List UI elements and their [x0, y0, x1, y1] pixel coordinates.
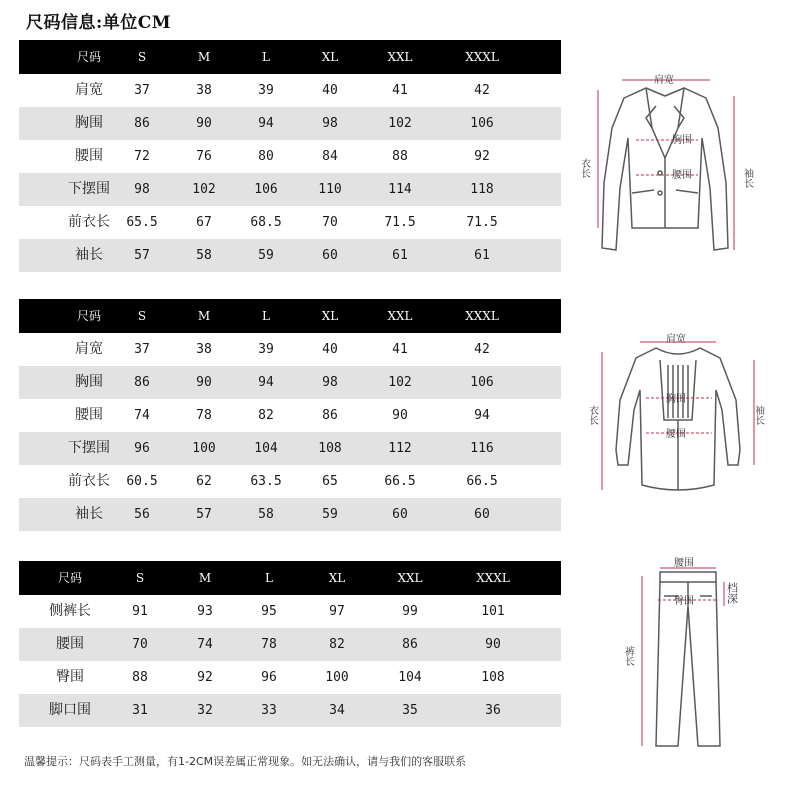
- size-table-pants: [19, 561, 561, 727]
- table-cell: 99: [402, 604, 418, 619]
- page-title: 尺码信息:单位CM: [26, 13, 172, 33]
- row-label: 腰围: [75, 148, 103, 164]
- row-label: 前衣长: [68, 214, 110, 230]
- pants-label-rise: 档深: [725, 582, 739, 604]
- table-cell: 37: [134, 83, 150, 98]
- table-cell: 96: [134, 441, 150, 456]
- table-cell: 102: [192, 182, 216, 197]
- table-cell: 116: [470, 441, 494, 456]
- header-size-xxxl: XXXL: [465, 309, 499, 323]
- row-label: 袖长: [75, 247, 103, 263]
- header-size-s: S: [135, 571, 145, 585]
- table-row: [19, 498, 561, 531]
- table-cell: 90: [196, 116, 212, 131]
- table-cell: 70: [322, 215, 338, 230]
- table-row: [19, 140, 561, 173]
- row-label: 袖长: [75, 506, 103, 522]
- table-cell: 94: [474, 408, 490, 423]
- table-row: [19, 74, 561, 107]
- header-size-l: L: [265, 571, 273, 585]
- table-cell: 112: [388, 441, 412, 456]
- blouse-icon: [616, 348, 740, 490]
- table-cell: 84: [322, 149, 338, 164]
- table-cell: 100: [192, 441, 216, 456]
- row-label: 下摆围: [68, 440, 110, 456]
- table-cell: 65.5: [126, 215, 158, 230]
- table-cell: 94: [258, 116, 274, 131]
- table-cell: 94: [258, 375, 274, 390]
- blouse-label-shoulder: 肩宽: [666, 334, 686, 345]
- table-cell: 42: [474, 83, 490, 98]
- table-cell: 106: [470, 375, 494, 390]
- table-cell: 90: [392, 408, 408, 423]
- table-cell: 35: [402, 703, 418, 718]
- row-label: 胸围: [75, 115, 103, 131]
- blouse-diagram: [588, 330, 778, 500]
- table-cell: 98: [322, 375, 338, 390]
- header-size-l: L: [262, 309, 270, 323]
- table-row: [19, 107, 561, 140]
- header-size-label: 尺码: [76, 50, 102, 64]
- table-cell: 60: [392, 507, 408, 522]
- header-size-l: L: [262, 50, 270, 64]
- table-cell: 40: [322, 83, 338, 98]
- table-cell: 97: [329, 604, 345, 619]
- table-cell: 96: [261, 670, 277, 685]
- header-size-s: S: [137, 50, 147, 64]
- table-cell: 68.5: [250, 215, 282, 230]
- table-cell: 32: [197, 703, 213, 718]
- table-cell: 60: [474, 507, 490, 522]
- table-cell: 34: [329, 703, 345, 718]
- table-cell: 78: [196, 408, 212, 423]
- table-cell: 40: [322, 342, 338, 357]
- table-row: [19, 628, 561, 661]
- table-cell: 39: [258, 83, 274, 98]
- table-row: [19, 399, 561, 432]
- table-cell: 57: [134, 248, 150, 263]
- table-row: [19, 173, 561, 206]
- table-cell: 33: [261, 703, 277, 718]
- header-size-m: M: [197, 50, 211, 64]
- table-cell: 92: [197, 670, 213, 685]
- table-cell: 72: [134, 149, 150, 164]
- table-cell: 101: [481, 604, 505, 619]
- table-cell: 90: [485, 637, 501, 652]
- table-cell: 56: [134, 507, 150, 522]
- table-cell: 98: [134, 182, 150, 197]
- jacket-label-length: 衣长: [578, 158, 590, 178]
- table-cell: 67: [196, 215, 212, 230]
- row-label: 下摆围: [68, 181, 110, 197]
- table-cell: 38: [196, 342, 212, 357]
- table-cell: 66.5: [466, 474, 498, 489]
- header-size-xxl: XXL: [397, 571, 423, 585]
- table-cell: 58: [258, 507, 274, 522]
- jacket-label-waist: 腰围: [672, 170, 692, 181]
- table-cell: 86: [134, 375, 150, 390]
- blouse-label-chest: 胸围: [666, 394, 686, 405]
- table-cell: 38: [196, 83, 212, 98]
- blouse-label-waist: 腰围: [666, 429, 686, 440]
- header-size-xl: XL: [328, 571, 346, 585]
- header-size-label: 尺码: [76, 309, 102, 323]
- jacket-label-sleeve: 袖长: [741, 168, 753, 188]
- table-row: [19, 206, 561, 239]
- table-cell: 104: [398, 670, 422, 685]
- table-cell: 61: [474, 248, 490, 263]
- table-cell: 110: [318, 182, 342, 197]
- header-size-m: M: [198, 571, 212, 585]
- table-cell: 61: [392, 248, 408, 263]
- blouse-label-sleeve: 袖长: [752, 405, 764, 425]
- table-cell: 91: [132, 604, 148, 619]
- table-cell: 90: [196, 375, 212, 390]
- row-label: 胸围: [75, 374, 103, 390]
- table-header: [19, 561, 561, 595]
- table-cell: 74: [134, 408, 150, 423]
- table-cell: 102: [388, 116, 412, 131]
- table-cell: 102: [388, 375, 412, 390]
- table-cell: 31: [132, 703, 148, 718]
- table-cell: 78: [261, 637, 277, 652]
- table-cell: 42: [474, 342, 490, 357]
- size-table-jacket: [19, 40, 561, 272]
- table-header: [19, 299, 561, 333]
- jacket-label-chest: 胸围: [672, 135, 692, 146]
- table-cell: 71.5: [466, 215, 498, 230]
- header-size-xxxl: XXXL: [476, 571, 510, 585]
- table-cell: 41: [392, 342, 408, 357]
- table-cell: 70: [132, 637, 148, 652]
- table-cell: 92: [474, 149, 490, 164]
- row-label: 肩宽: [75, 341, 103, 357]
- table-cell: 118: [470, 182, 494, 197]
- table-row: [19, 366, 561, 399]
- table-cell: 106: [254, 182, 278, 197]
- table-cell: 82: [258, 408, 274, 423]
- table-cell: 86: [134, 116, 150, 131]
- blouse-label-length: 衣长: [586, 405, 598, 425]
- table-cell: 59: [258, 248, 274, 263]
- table-cell: 82: [329, 637, 345, 652]
- table-cell: 59: [322, 507, 338, 522]
- jacket-icon: [602, 88, 728, 250]
- table-cell: 114: [388, 182, 412, 197]
- row-label: 腰围: [56, 636, 84, 652]
- table-row: [19, 239, 561, 272]
- table-cell: 80: [258, 149, 274, 164]
- header-size-xl: XL: [321, 309, 339, 323]
- table-cell: 58: [196, 248, 212, 263]
- table-cell: 76: [196, 149, 212, 164]
- header-size-s: S: [137, 309, 147, 323]
- table-cell: 104: [254, 441, 278, 456]
- table-cell: 65: [322, 474, 338, 489]
- pants-diagram: [620, 556, 770, 752]
- row-label: 脚口围: [49, 702, 91, 718]
- table-cell: 98: [322, 116, 338, 131]
- table-cell: 60: [322, 248, 338, 263]
- header-size-xxxl: XXXL: [465, 50, 499, 64]
- pants-label-length: 裤长: [622, 646, 634, 666]
- table-cell: 93: [197, 604, 213, 619]
- table-cell: 66.5: [384, 474, 416, 489]
- table-cell: 60.5: [126, 474, 158, 489]
- row-label: 腰围: [75, 407, 103, 423]
- table-cell: 108: [318, 441, 342, 456]
- table-row: [19, 465, 561, 498]
- table-row: [19, 595, 561, 628]
- jacket-diagram: [576, 68, 766, 264]
- table-cell: 57: [196, 507, 212, 522]
- table-cell: 86: [402, 637, 418, 652]
- size-table-blouse: [19, 299, 561, 531]
- table-cell: 106: [470, 116, 494, 131]
- table-cell: 37: [134, 342, 150, 357]
- pants-label-hip: 臀围: [674, 596, 694, 607]
- table-cell: 74: [197, 637, 213, 652]
- table-cell: 86: [322, 408, 338, 423]
- table-row: [19, 694, 561, 727]
- footer-note: 温馨提示：尺码表手工测量，有1-2CM误差属正常现象。如无法确认，请与我们的客服联系: [24, 755, 467, 768]
- table-row: [19, 333, 561, 366]
- table-cell: 36: [485, 703, 501, 718]
- table-cell: 71.5: [384, 215, 416, 230]
- table-cell: 62: [196, 474, 212, 489]
- row-label: 臀围: [56, 669, 84, 685]
- table-cell: 100: [325, 670, 349, 685]
- header-size-xl: XL: [321, 50, 339, 64]
- pants-label-waist: 腰围: [674, 558, 694, 569]
- table-cell: 39: [258, 342, 274, 357]
- header-size-xxl: XXL: [387, 309, 413, 323]
- table-cell: 63.5: [250, 474, 282, 489]
- header-size-label: 尺码: [57, 571, 83, 585]
- table-cell: 41: [392, 83, 408, 98]
- table-cell: 88: [392, 149, 408, 164]
- table-row: [19, 432, 561, 465]
- row-label: 侧裤长: [49, 603, 91, 619]
- header-size-xxl: XXL: [387, 50, 413, 64]
- table-cell: 108: [481, 670, 505, 685]
- row-label: 肩宽: [75, 82, 103, 98]
- table-header: [19, 40, 561, 74]
- table-row: [19, 661, 561, 694]
- table-cell: 95: [261, 604, 277, 619]
- header-size-m: M: [197, 309, 211, 323]
- jacket-label-shoulder: 肩宽: [654, 75, 674, 86]
- table-cell: 88: [132, 670, 148, 685]
- row-label: 前衣长: [68, 473, 110, 489]
